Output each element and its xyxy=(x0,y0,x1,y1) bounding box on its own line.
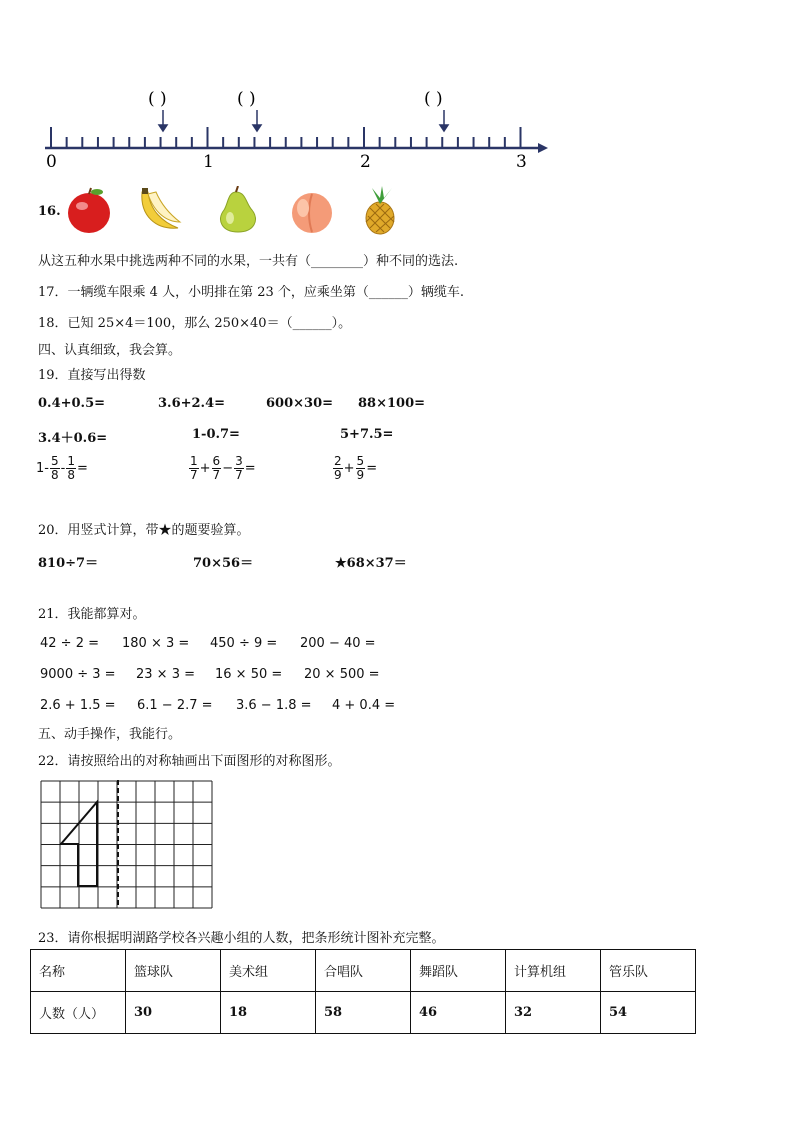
q19-fraction-3: $\frac{2}{9}$ + $\frac{5}{9}$ = xyxy=(334,454,378,482)
number-line xyxy=(40,85,560,175)
pear-icon xyxy=(220,186,255,232)
tick-label-3: 3 xyxy=(516,152,527,172)
pointer-arrowhead-2 xyxy=(253,125,261,131)
table-cell: 人数（人） xyxy=(31,992,126,1034)
q23-title: 23．请你根据明湖路学校各兴趣小组的人数，把条形统计图补充完整。 xyxy=(38,931,445,946)
pointer-arrowhead-3 xyxy=(440,125,448,131)
blank-2[interactable]: ( ) xyxy=(237,89,256,109)
q21-item: 3.6 − 1.8 = xyxy=(236,698,312,713)
tick-label-0: 0 xyxy=(46,152,57,172)
fruit-row xyxy=(64,186,404,236)
q21-title: 21．我能都算对。 xyxy=(38,607,146,622)
table-cell: 管乐队 xyxy=(601,950,696,992)
q16-answer-blank[interactable]: ________ xyxy=(311,254,364,269)
table-cell: 计算机组 xyxy=(506,950,601,992)
table-cell: 32 xyxy=(506,992,601,1034)
table-cell: 46 xyxy=(411,992,506,1034)
blank-1[interactable]: ( ) xyxy=(148,89,167,109)
table-header-row xyxy=(31,950,696,992)
q21-item: 9000 ÷ 3 = xyxy=(40,667,116,682)
table-cell: 30 xyxy=(126,992,221,1034)
table-cell: 合唱队 xyxy=(316,950,411,992)
q21-item: 6.1 − 2.7 = xyxy=(137,698,213,713)
q19-item: 1-0.7= xyxy=(192,427,240,442)
q21-item: 16 × 50 = xyxy=(215,667,283,682)
table-cell: 54 xyxy=(601,992,696,1034)
interest-group-table xyxy=(30,949,696,1034)
q21-item: 180 × 3 = xyxy=(122,636,190,651)
q21-item: 23 × 3 = xyxy=(136,667,195,682)
tick-label-1: 1 xyxy=(203,152,214,172)
table-cell: 名称 xyxy=(31,950,126,992)
q20-title: 20．用竖式计算，带★的题要验算。 xyxy=(38,523,250,538)
section-5-heading: 五、动手操作，我能行。 xyxy=(38,727,182,742)
q19-item: 5+7.5= xyxy=(340,427,394,442)
q19-title: 19．直接写出得数 xyxy=(38,368,146,383)
q18-answer-blank[interactable]: ______ xyxy=(292,316,332,331)
q21-item: 42 ÷ 2 = xyxy=(40,636,99,651)
q21-item: 20 × 500 = xyxy=(304,667,380,682)
peach-icon xyxy=(292,193,332,233)
symmetry-grid xyxy=(40,780,214,910)
q21-item: 2.6 + 1.5 = xyxy=(40,698,116,713)
tick-label-2: 2 xyxy=(360,152,371,172)
q20-item: 810÷7＝ xyxy=(38,556,99,571)
section-4-heading: 四、认真细致，我会算。 xyxy=(38,343,182,358)
q21-item: 450 ÷ 9 = xyxy=(210,636,278,651)
q17-text: 17．一辆缆车限乘 4 人，小明排在第 23 个，应乘坐第（______）辆缆车. xyxy=(38,285,465,300)
table-cell: 美术组 xyxy=(221,950,316,992)
blank-3[interactable]: ( ) xyxy=(424,89,443,109)
q19-item: 0.4+0.5= xyxy=(38,396,106,411)
table-cell: 18 xyxy=(221,992,316,1034)
axis-arrowhead xyxy=(538,143,548,153)
q16-text: 从这五种水果中挑选两种不同的水果，一共有（________）种不同的选法. xyxy=(38,254,459,269)
q21-item: 200 − 40 = xyxy=(300,636,376,651)
q19-item: 88×100= xyxy=(358,396,426,411)
q17-answer-blank[interactable]: ______ xyxy=(368,285,408,300)
table-cell: 篮球队 xyxy=(126,950,221,992)
q19-item: 3.6+2.4= xyxy=(158,396,226,411)
table-cell: 舞蹈队 xyxy=(411,950,506,992)
table-row xyxy=(31,992,696,1034)
pointer-arrowhead-1 xyxy=(159,125,167,131)
apple-icon xyxy=(68,188,110,233)
q19-fraction-2: $\frac{1}{7}$ + $\frac{6}{7}$ − $\frac{3}{7}$ = xyxy=(190,454,256,482)
pineapple-icon xyxy=(366,186,394,234)
q20-item: ★68×37＝ xyxy=(335,556,407,571)
q20-item: 70×56＝ xyxy=(193,556,254,571)
q19-item: 3.4＋0.6= xyxy=(38,431,108,446)
q19-fraction-1: 1- $\frac{5}{8}$ - $\frac{1}{8}$ = xyxy=(36,454,88,482)
banana-icon xyxy=(142,188,180,228)
q19-item: 600×30= xyxy=(266,396,334,411)
q16-number: 16. xyxy=(38,204,61,219)
table-cell: 58 xyxy=(316,992,411,1034)
q18-text: 18．已知 25×4＝100，那么 250×40＝（______）。 xyxy=(38,316,352,331)
q21-item: 4 + 0.4 = xyxy=(332,698,396,713)
q22-title: 22．请按照给出的对称轴画出下面图形的对称图形。 xyxy=(38,754,341,769)
